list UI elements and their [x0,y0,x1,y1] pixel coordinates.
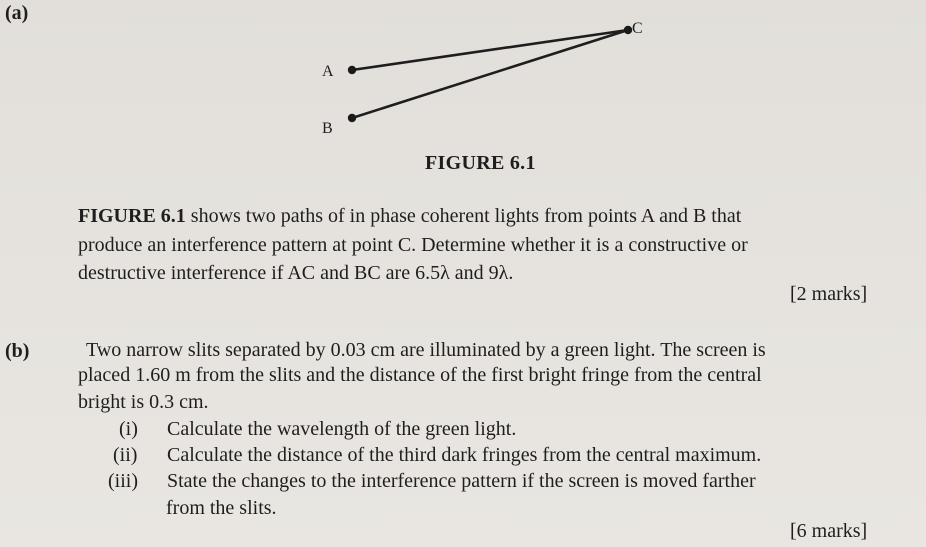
part-a-text-line-3: destructive interference if AC and BC are 6.5λ and 9λ. [78,262,514,284]
figure-reference: FIGURE 6.1 [78,205,186,227]
sub-item-i-text: Calculate the wavelength of the green light. [167,418,517,440]
part-b-text-line-3: bright is 0.3 cm. [78,391,209,413]
part-a-text-line-1 [78,202,741,231]
point-c-dot [624,26,632,34]
path-ac-line [352,30,628,70]
part-a-text-line-2: produce an interference pattern at point C. Determine whether it is a constructive or [78,234,748,256]
sub-item-i-number: (i) [119,418,138,440]
part-b-text-line-1: Two narrow slits separated by 0.03 cm are illuminated by a green light. The screen is [86,339,766,361]
point-b-label: B [322,120,333,137]
part-b-label: (b) [5,340,30,362]
path-bc-line [352,30,628,118]
sub-item-iii-number: (iii) [108,470,138,492]
point-a-dot [348,66,356,74]
point-b-dot [348,114,356,122]
point-c-label: C [632,20,643,37]
sub-item-iii-text: State the changes to the interference pattern if the screen is moved farther [167,470,756,492]
part-b-text-line-2: placed 1.60 m from the slits and the distance of the first bright fringe from the central [78,364,762,386]
figure-caption: FIGURE 6.1 [425,152,536,174]
point-a-label: A [322,63,334,80]
part-a-label: (a) [5,2,29,24]
part-b-marks: [6 marks] [790,520,868,542]
sub-item-ii-text: Calculate the distance of the third dark fringes from the central maximum. [167,444,762,466]
sub-item-iii-continuation: from the slits. [166,497,277,519]
part-a-marks: [2 marks] [790,283,868,305]
figure-6-1-diagram [300,10,660,140]
part-a-text-line-1-rest: shows two paths of in phase coherent lights from points A and B that [185,205,742,227]
sub-item-ii-number: (ii) [113,444,138,466]
